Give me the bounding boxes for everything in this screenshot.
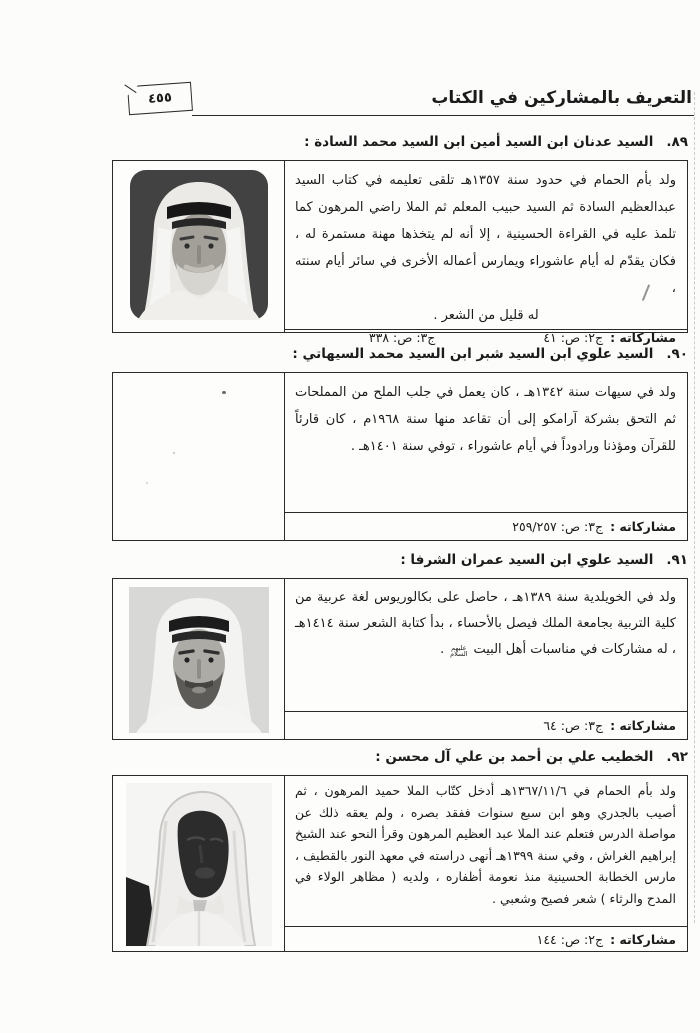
page-title: التعريف بالمشاركين في الكتاب — [431, 88, 692, 108]
entry-title — [112, 552, 688, 572]
entry-title — [112, 749, 688, 769]
header-rule — [192, 115, 694, 116]
participations-label: مشاركاته : — [610, 330, 676, 345]
biography-text: ولد في سيهات سنة ١٣٤٢هـ ، كان يعمل في جلب الملح من المملحات ثم التحق بشركة آرامكو إلى أن تقاعد منها سنة ١٩٦٨م ، كان قارئاً للقرآن ومؤذنا ورادوداً في أيام عاشوراء ، توفي سنة ١٤٠١هـ . — [295, 385, 677, 454]
scan-artifact — [146, 482, 148, 484]
participation-ref: ج٣: ص: ٦٤ — [543, 718, 604, 733]
entry-name: الخطيب علي بن أحمد بن علي آل محسن : — [375, 749, 654, 765]
participation-ref: ج٢: ص: ١٤٤ — [536, 931, 604, 947]
entry-text-cell — [285, 579, 687, 739]
biography-text: ولد بأم الحمام في حدود سنة ١٣٥٧هـ تلقى تعليمه في كتاب السيد عبدالعظيم السادة ثم السيد حبيب المعلم ثم الملا راضي المرهون كما تلمذ عليه في القراءة الحسينية ، إلا أنه لم يتخذها مهنة مستمرة له ، فكان يقدّم له أيام عاشوراء ويمارس أعماله الأخرى في سائر أيام سنته ، — [295, 173, 676, 296]
biography-text-main: ولد في الخويلدية سنة ١٣٨٩هـ ، حاصل على بكالوريوس لغة عربية من كلية التربية بجامعة الملك فيصل بالأحساء ، بدأ كتابة الشعر سنة ١٤١٤هـ ، له مشاركات في مناسبات أهل البيت — [295, 590, 676, 657]
participations-label: مشاركاته : — [610, 519, 676, 534]
honorific-mark: عليهم السلام — [450, 643, 468, 658]
biography-entry-90 — [112, 346, 688, 541]
scan-artifact — [222, 391, 226, 394]
entry-title — [112, 134, 688, 154]
entry-frame — [112, 372, 688, 541]
entry-number: ٩٢. — [666, 749, 688, 765]
entry-number: ٩٠. — [666, 346, 688, 362]
portrait-photo — [129, 587, 269, 733]
page-number: ٤٥٥ — [147, 90, 173, 107]
entry-text-cell — [285, 373, 687, 540]
entry-text-cell — [285, 161, 687, 345]
portrait-photo — [126, 783, 272, 946]
entry-name: السيد عدنان ابن السيد أمين ابن السيد محمد السادة : — [304, 134, 654, 150]
entry-frame — [112, 775, 688, 952]
biography-entry-92 — [112, 749, 688, 952]
participations-row — [285, 329, 687, 345]
entry-frame — [112, 160, 688, 345]
biography-text-end: . — [440, 642, 445, 657]
photo-cell-empty — [113, 373, 285, 540]
scan-artifact — [173, 452, 175, 454]
biography-entry-91 — [112, 552, 688, 740]
biography-entry-89 — [112, 134, 688, 345]
entry-number: ٩١. — [666, 552, 688, 568]
folded-corner-icon — [126, 84, 140, 96]
entry-name: السيد علوي ابن السيد عمران الشرفا : — [400, 552, 654, 568]
participations-label: مشاركاته : — [610, 718, 676, 733]
photo-cell — [113, 579, 285, 739]
entry-frame — [112, 578, 688, 740]
entry-text-cell — [285, 776, 687, 951]
entry-name: السيد علوي ابن السيد شبر ابن السيد محمد السيهاتي : — [292, 346, 654, 362]
biography-text — [285, 579, 687, 663]
page-number-badge — [127, 82, 193, 115]
participations-row — [285, 711, 687, 739]
participation-ref: ج٣: ص: ٣٣٨ — [368, 330, 436, 345]
biography-text-lastline: له قليل من الشعر . — [433, 308, 539, 323]
entry-number: ٨٩. — [666, 134, 688, 150]
participations-row — [285, 926, 687, 951]
page-header — [112, 86, 692, 120]
participation-ref: ج٣: ص: ٢٥٩/٢٥٧ — [512, 519, 604, 534]
entry-title — [112, 346, 688, 366]
portrait-photo — [129, 169, 269, 321]
participations-row — [285, 512, 687, 540]
biography-text: ولد بأم الحمام في ١٣٦٧/١١/٦هـ أدخل كتّاب الملا حميد المرهون ، ثم أصيب بالجدري وهو ابن سبع سنوات ففقد بصره ، ولم يعقه ذلك عن مواصلة الدرس فتعلم عند الملا عبد العظيم المرهون وقرأ النحو عند الشيخ إبراهيم الغراش ، وفي سنة ١٣٩٩هـ أنهى دراسته في معهد النور بالقطيف ، مارس الخطابة الحسينية منذ نعومة أظفاره ، ولديه ( مظاهر الولاء في المدح والرثاء ) شعر فصيح وشعبي . — [295, 783, 676, 906]
participation-ref: ج٢: ص: ٤١ — [543, 330, 604, 345]
scan-edge-artifact — [694, 92, 695, 923]
participations-label: مشاركاته : — [610, 931, 676, 947]
photo-cell — [113, 161, 285, 332]
photo-cell — [113, 776, 285, 951]
